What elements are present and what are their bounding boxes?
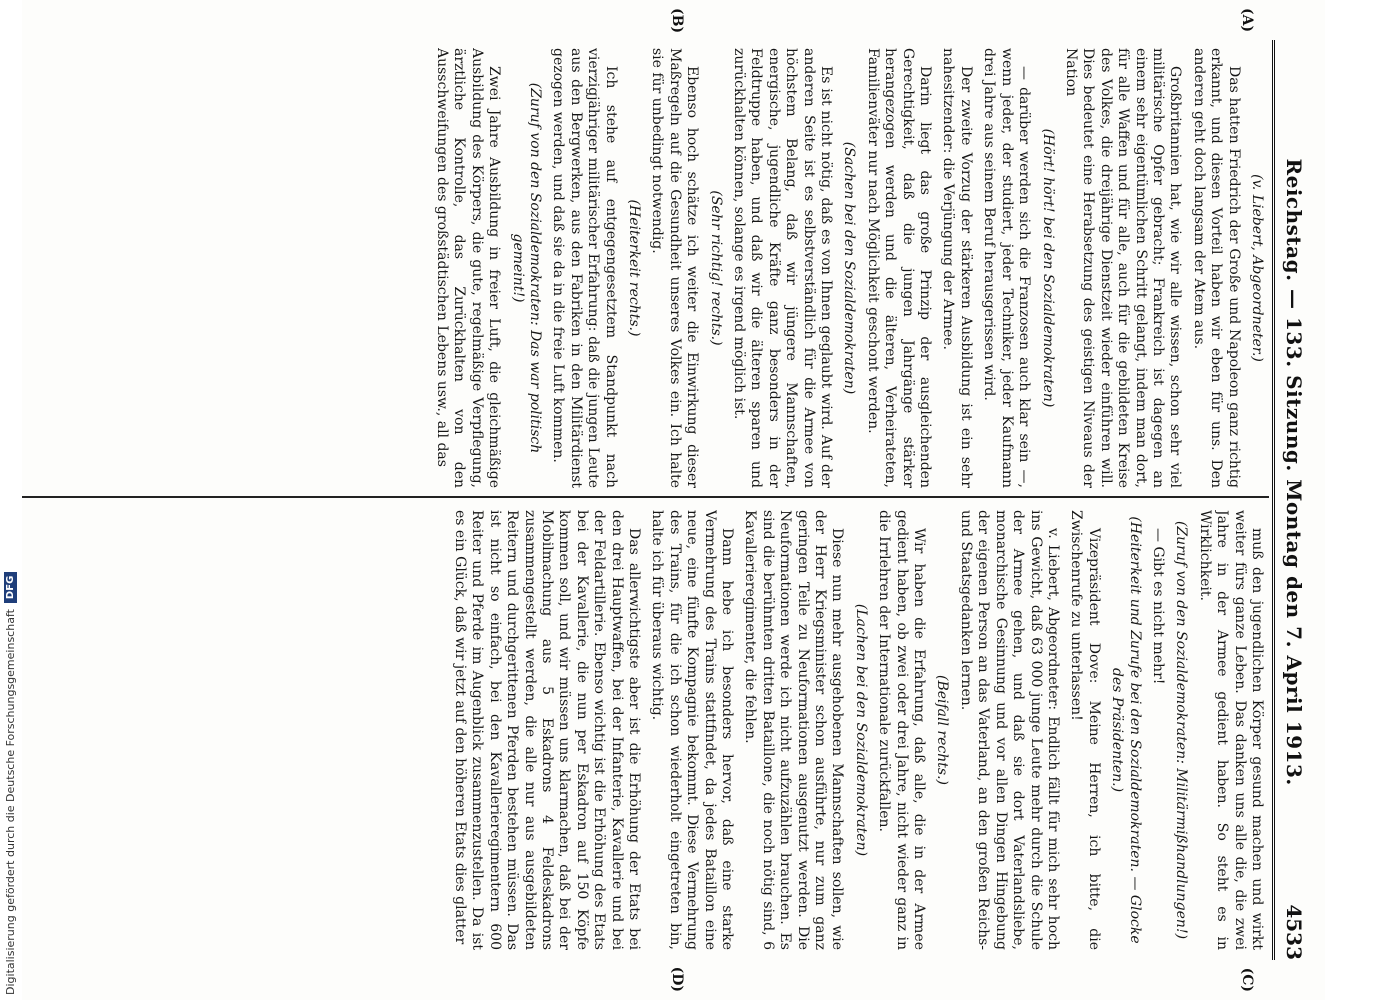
paragraph: Es ist nicht nötig, daß es von Ihnen geglaubt wird. Auf der anderen Seite ist es selbstverständlich für die Armee von höchstem Belang, daß wir jüngere Mannschaften, energische, jugendliche Kräfte ganz besonders in der Feldtruppe haben, und daß wir die älteren sparen und zurückhalten können, solange es irgend möglich ist. bbox=[731, 48, 835, 488]
paragraph: Zwei Jahre Ausbildung in freier Luft, die gleichmäßige Ausbildung des Körpers, die gute, regelmäßige Verpflegung, ärztliche Kontrolle, das Zurückhalten von den Ausschweifungen des großstädtischen Lebens usw., all das bbox=[433, 48, 503, 488]
margin-mark-a: (A) bbox=[1239, 8, 1255, 33]
header-rule bbox=[1272, 40, 1275, 960]
interjection: (Sehr richtig! rechts.) bbox=[707, 190, 724, 346]
paragraph: Das allerwichtigste aber ist die Erhöhung der Etats bei den drei Hauptwaffen, bei der Infanterie, Kavallerie und bei der Feldartillerie. Ebenso wichtig ist die Erhöhung des Etats bei der Kavallerie, die nun per Eskadron auf 150 Köpfe kommen soll, und wir müssen uns klarmachen, daß bei der Mobilmachung aus 5 Eskadrons 4 Feldeskadrons zusammengestellt werden, die alle nur aus ausgebildeten Reitern und durchgerittenen Pferden bestehen müssen. Das ist nicht so einfach, bei den Kavallerieregimentern 600 Reiter und Pferde im Augenblick zusammenzustellen. Da ist es ein Glück, daß wir jetzt auf den höheren Etats dies glatter bbox=[451, 510, 642, 950]
paragraph: Dann hebe ich besonders hervor, daß eine starke Vermehrung des Trains stattfindet, da jedes Bataillon eine neue, eine fünfte Kompagnie bekommt. Diese Vermehrung des Trains, für die ich schon wiederholt eingetreten bin, halte ich für überaus wichtig. bbox=[649, 510, 736, 950]
paragraph: v. Liebert, Abgeordneter: Endlich fällt für mich sehr hoch ins Gewicht, daß 63 000 junge Leute mehr durch die Schule der Armee gehen, und daß sie dort Vaterlandsliebe, monarchische Gesinnung und vor allen Dingen Hingebung der eigenen Person an das Vaterland, an den großen Reichs- und Staatsgedanken lernen. bbox=[957, 510, 1061, 950]
margin-mark-d: (D) bbox=[669, 966, 685, 992]
page-number: 4533 bbox=[1282, 904, 1306, 960]
paragraph: Großbritannien hat, wie wir alle wissen, schon sehr viel militärische Opfer gebracht; Frankreich ist dagegen an einem sehr eigentümlichen Schritt gelangt, indem man dort, für alle Waffen und für alle, auch für die gebildeten Kreise des Volkes, die dreijährige Dienstzeit wieder einführen will. Dies bedeutet eine Herabsetzung des geistigen Niveaus der Nation bbox=[1062, 48, 1184, 488]
margin-mark-b: (B) bbox=[669, 8, 685, 34]
paragraph: muß den jugendlichen Körper gesund machen und wirkt weiter fürs ganze Leben. Das danken uns alle die, die zwei Jahre in der Armee gedient haben. So steht es in Wirklichkeit. bbox=[1196, 510, 1265, 950]
margin-mark-c: (C) bbox=[1239, 967, 1255, 992]
interjection: (Heiterkeit und Zurufe bei den Sozialdemokraten. — Glocke des Präsidenten.) bbox=[1109, 516, 1143, 944]
left-column bbox=[20, 48, 1265, 488]
interjection: (Heiterkeit rechts.) bbox=[626, 199, 642, 337]
interjection: (Lachen bei den Sozialdemokraten) bbox=[852, 603, 869, 857]
paragraph: — darüber werden sich die Franzosen auch klar sein —, wenn jeder, der studiert, jeder Techniker, jeder Kaufmann drei Jahre aus seinem Beruf herausgerissen wird. bbox=[981, 48, 1033, 488]
interjection: (Sachen bei den Sozialdemokraten) bbox=[841, 141, 858, 395]
paragraph: Ich stehe auf entgegengesetztem Standpunkt nach vierzigjähriger militärischer Erfahrung: daß die jungen Leute aus den Bergwerken, aus den Fabriken in den Militärdienst gezogen werden, und daß sie da in die freie Luft kommen. bbox=[550, 48, 619, 488]
interjection: (Zuruf von den Sozialdemokraten: Militärmißhandlungen!) bbox=[1173, 520, 1190, 940]
paragraph: Vizepräsident Dove: Meine Herren, ich bitte, die Zwischenrufe zu unterlassen! bbox=[1068, 510, 1102, 950]
paragraph: Darin liegt das große Prinzip der ausgleichenden Gerechtigkeit, daß die jungen Jahrgänge stärker herangezogen werden und die älteren, Verheirateten, Familienväter nur nach Möglichkeit geschont werden. bbox=[864, 48, 934, 488]
speaker-line: (v. Liebert, Abgeordneter.) bbox=[1249, 174, 1265, 362]
paragraph: — Gibt es nicht mehr! bbox=[1149, 528, 1166, 685]
interjection: (Hört! hört! bei den Sozialdemokraten) bbox=[1039, 128, 1056, 408]
interjection: (Zuruf von den Sozialdemokraten: Das war politisch gemeint!) bbox=[509, 82, 543, 454]
credit-text: Digitalisierung gefördert durch die Deutsche Forschungsgemeinschaft bbox=[4, 609, 17, 995]
page-header bbox=[1277, 40, 1311, 960]
footer-credit-band bbox=[0, 0, 22, 1000]
right-column bbox=[20, 510, 1265, 950]
paragraph: Das hatten Friedrich der Große und Napoleon ganz richtig erkannt, und diesen Vorteil haben wir eben für uns. Den anderen geht doch langsam der Atem aus. bbox=[1190, 48, 1242, 488]
paragraph: Der zweite Vorzug der stärkeren Ausbildung ist ein sehr nahesitzender: die Verjüngung der Armee. bbox=[940, 48, 974, 488]
paragraph: Ebenso hoch schätze ich weiter die Einwirkung dieser Maßregeln auf die Gesundheit unseres Volkes ein. Ich halte sie für unbedingt notwendig. bbox=[649, 48, 701, 488]
dfg-logo: DFG bbox=[4, 572, 17, 603]
column-divider bbox=[20, 496, 1269, 498]
paragraph: Wir haben die Erfahrung, daß alle, die in der Armee gedient haben, ob zwei oder drei Jahre, nicht wieder ganz in die Irrlehren der Internationale zurückfallen. bbox=[876, 510, 928, 950]
interjection: (Beifall rechts.) bbox=[934, 674, 951, 785]
paragraph: Diese nun mehr ausgehobenen Mannschaften sollen, wie der Herr Kriegsminister schon ausführte, nur zum ganz geringen Teile zu Neuformationen ausgenutzt werden. Die Neuformationen werde ich nicht aufzuzählen brauchen. Es sind die berühmten dritten Bataillone, die noch nötig sind, 6 Kavallerieregimenter, die fehlen. bbox=[742, 510, 846, 950]
header-title: Reichstag. — 133. Sitzung. Montag den 7. April 1913. bbox=[1282, 158, 1306, 786]
